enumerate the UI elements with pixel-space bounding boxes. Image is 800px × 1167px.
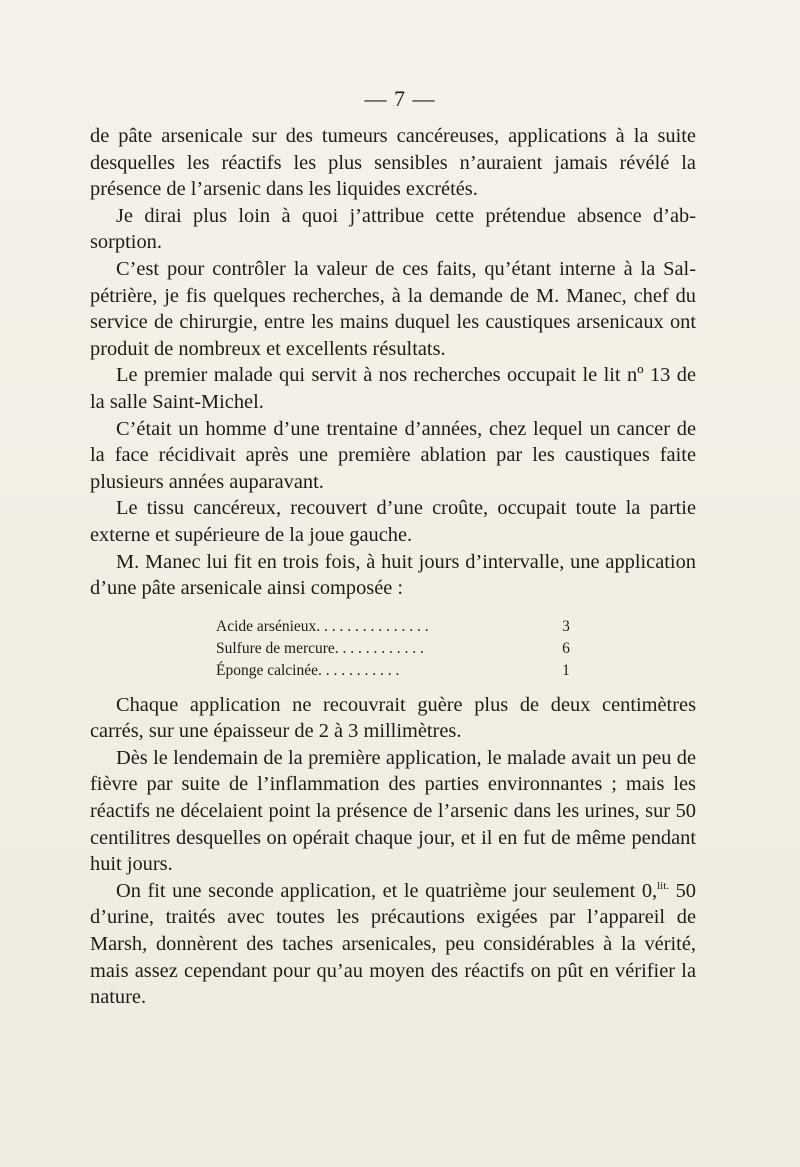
paragraph: Le premier malade qui servit à nos recherches occupait le lit nº 13 de la salle Saint-Michel.	[90, 364, 696, 413]
recipe-item	[216, 638, 576, 660]
paragraph: C’était un homme d’une trentaine d’années, chez lequel un cancer de la face récidivait après une première ablation par les caustiques faite plusieurs années auparavant.	[90, 417, 696, 493]
page-number: — 7 —	[364, 86, 436, 111]
paragraph: Chaque application ne recouvrait guère plus de deux centimètres carrés, sur une épaisseur de 2 à 3 millimètres.	[90, 693, 696, 743]
paragraph: Je dirai plus loin à quoi j’attribue cette prétendue absence d’absorption.	[90, 204, 696, 254]
ingredient-quantity: 1	[562, 661, 570, 679]
recipe-list	[216, 616, 576, 682]
paragraph: Dès le lendemain de la première application, le malade avait un peu de fièvre par suite de l’inflammation des parties environnantes ; mais les réactifs ne décelaient point la présence de l’arsenic dans les urines, sur 50 centilitres desquelles on opérait chaque jour, et il en fut de même pendant huit jours.	[90, 746, 696, 876]
ingredient-quantity: 6	[562, 639, 570, 657]
paragraph: de pâte arsenicale sur des tumeurs cancéreuses, applications à la suite desquelles les réactifs les plus sensibles n’auraient jamais révélé la présence de l’arsenic dans les liquides excrétés.	[90, 125, 696, 201]
body-text	[90, 123, 696, 1011]
unit-superscript: lit.	[657, 880, 670, 893]
paragraph: M. Manec lui fit en trois fois, à huit jours d’intervalle, une application d’une pâte arsenicale ainsi composée :	[90, 550, 696, 600]
ingredient-name: Sulfure de mercure. . . . . . . . . . . .	[216, 639, 424, 657]
paragraph-text: 50 d’urine, traités avec toutes les précautions exigées par l’appareil de Marsh, donnèrent des taches arsenicales, peu considérables à la vérité, mais assez cependant pour qu’au moyen des réactifs on pût en vérifier la nature.	[90, 879, 696, 1009]
ingredient-name: Acide arsénieux. . . . . . . . . . . . . . .	[216, 617, 429, 635]
paragraph: C’est pour contrôler la valeur de ces faits, qu’étant interne à la Salpétrière, je fis quelques recherches, à la demande de M. Manec, chef du service de chirurgie, entre les mains duquel les caustiques arsenicaux ont produit de nombreux et excellents résultats.	[90, 257, 696, 360]
ingredient-quantity: 3	[562, 617, 570, 635]
ingredient-name: Éponge calcinée. . . . . . . . . . .	[216, 661, 400, 679]
paragraph	[90, 878, 696, 1011]
paragraph-text: On fit une seconde application, et le quatrième jour seulement 0,	[116, 879, 658, 902]
recipe-item	[216, 660, 576, 682]
recipe-item	[216, 616, 576, 638]
paragraph: Le tissu cancéreux, recouvert d’une croûte, occupait toute la partie externe et supérieure de la joue gauche.	[90, 497, 696, 546]
